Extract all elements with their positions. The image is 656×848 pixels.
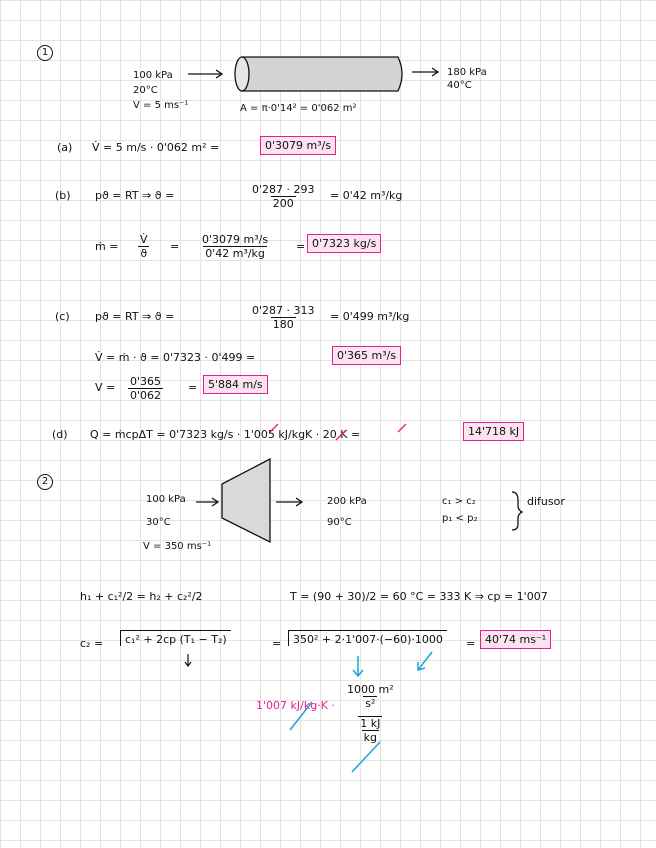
equals-sign: =	[170, 240, 180, 253]
equals-sign: =	[466, 637, 476, 650]
fraction-denominator: ϑ	[140, 247, 148, 260]
pressure-condition: p₁ < p₂	[442, 513, 478, 524]
inlet-temperature: 20°C	[133, 85, 158, 96]
part-b-label: (b)	[55, 189, 71, 202]
part-a-label: (a)	[57, 141, 73, 154]
area-equation: A = π·0'14² = 0'062 m²	[240, 103, 357, 114]
fraction-denominator: 0'062	[130, 389, 162, 402]
part-d-heat-equation: Q = ṁcpΔT = 0'7323 kg/s · 1'005 kJ/kgK · 20 K =	[90, 428, 361, 441]
part-b-mass-flow-lhs: ṁ =	[95, 240, 119, 253]
unit-conversion-fraction	[345, 683, 396, 744]
problem-2-number: 2	[37, 474, 53, 490]
outlet-velocity-sqrt-numeric: 350² + 2·1'007·(−60)·1000	[288, 630, 447, 646]
diffuser-inlet-temperature: 30°C	[146, 517, 171, 528]
diffuser-inlet-pressure: 100 kPa	[146, 494, 186, 505]
problem-1-number: 1	[37, 45, 53, 61]
diffuser-diagram	[222, 459, 270, 542]
velocity-condition: c₁ > c₂	[442, 496, 476, 507]
part-d-label: (d)	[52, 428, 68, 441]
part-c-velocity-lhs: V =	[95, 381, 116, 394]
fraction-numerator: 0'3079 m³/s	[202, 233, 269, 246]
outlet-pressure: 180 kPa	[447, 67, 487, 78]
diffuser-outlet-pressure: 200 kPa	[327, 496, 367, 507]
fraction-denominator: 200	[272, 197, 294, 210]
diffuser-outlet-temperature: 90°C	[327, 517, 352, 528]
part-d-result: 14'718 kJ	[463, 422, 524, 441]
outlet-velocity-sqrt: c₁² + 2cp (T₁ − T₂)	[120, 630, 231, 646]
part-b-vdot-over-v	[138, 233, 150, 260]
fraction-numerator: 0'365	[130, 375, 162, 388]
fraction-numerator: 0'287 · 293	[252, 183, 315, 196]
part-b-volume-result: = 0'42 m³/kg	[330, 189, 403, 202]
outlet-velocity-result: 40'74 ms⁻¹	[480, 630, 551, 649]
part-c-label: (c)	[55, 310, 70, 323]
equals-sign: =	[272, 637, 282, 650]
equals-sign: =	[188, 381, 198, 394]
cp-unit-annotation: 1'007 kJ/kg·K ·	[256, 699, 335, 712]
fraction-numerator: V̇	[140, 233, 148, 246]
unit-denominator: 1 kJ	[360, 717, 381, 730]
unit-denominator-denominator: kg	[363, 731, 377, 744]
part-c-volume-result: = 0'499 m³/kg	[330, 310, 410, 323]
diffuser-inlet-velocity: V = 350 ms⁻¹	[143, 541, 212, 552]
unit-numerator: 1000 m²	[347, 683, 394, 696]
part-b-result: 0'7323 kg/s	[307, 234, 381, 253]
part-b-volume-fraction	[250, 183, 317, 210]
outlet-temperature: 40°C	[447, 80, 472, 91]
part-c-velocity-fraction	[128, 375, 163, 402]
part-a-result: 0'3079 m³/s	[260, 136, 336, 155]
energy-balance: h₁ + c₁²/2 = h₂ + c₂²/2	[80, 590, 203, 603]
equals-sign: =	[296, 240, 306, 253]
arrow-down	[185, 654, 191, 666]
fraction-denominator: 0'42 m³/kg	[205, 247, 265, 260]
fraction-denominator: 180	[272, 318, 294, 331]
inlet-pressure: 100 kPa	[133, 70, 173, 81]
part-c-volume-fraction	[250, 304, 317, 331]
part-c-volume-flow: V̇ = ṁ · ϑ = 0'7323 · 0'499 =	[95, 351, 256, 364]
pipe-arrows	[188, 68, 438, 78]
mean-temperature-equation: T = (90 + 30)/2 = 60 °C = 333 K ⇒ cp = 1'007	[290, 590, 548, 603]
part-a-equation: V̇ = 5 m/s · 0'062 m² =	[92, 141, 220, 154]
part-c-velocity-result: 5'884 m/s	[203, 375, 268, 394]
part-b-ideal-gas: pϑ = RT ⇒ ϑ =	[95, 189, 175, 202]
pipe-diagram	[235, 57, 402, 91]
fraction-numerator: 0'287 · 313	[252, 304, 315, 317]
unit-numerator-denominator: s²	[365, 697, 376, 710]
part-b-mass-flow-fraction	[200, 233, 270, 260]
part-c-ideal-gas: pϑ = RT ⇒ ϑ =	[95, 310, 175, 323]
diffuser-label: difusor	[527, 495, 565, 508]
inlet-velocity: V = 5 ms⁻¹	[133, 100, 189, 111]
outlet-velocity-lhs: c₂ =	[80, 637, 104, 650]
part-c-volume-flow-result: 0'365 m³/s	[332, 346, 401, 365]
